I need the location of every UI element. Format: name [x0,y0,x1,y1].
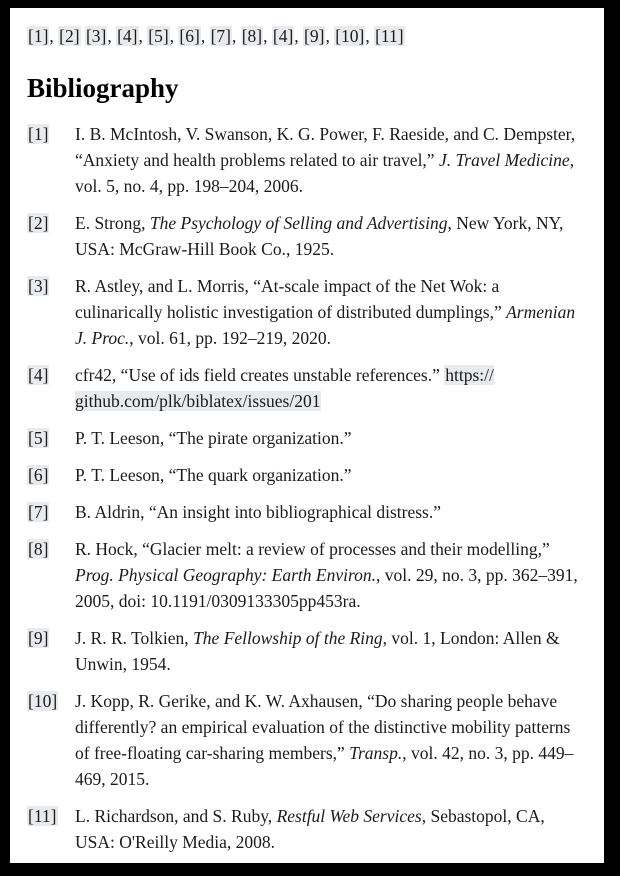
bib-entry-label[interactable]: [8] [28,539,49,559]
bib-entry-label-column [27,210,75,236]
citation-link[interactable]: [6] [179,26,200,46]
citation-separator: , [263,26,272,46]
entry-text-segment: , vol. 42, no. 3, pp. 449–469, 2015. [75,743,574,789]
citation-link[interactable]: [4] [117,26,138,46]
bib-entry-text [75,688,584,792]
entry-text-segment: R. Astley, and L. Morris, “At-scale impact of the Net Wok: a culinarically holistic investigation of distributed dumplings,” [75,276,507,322]
bib-entry [27,273,584,351]
entry-title-italic: Transp. [349,743,403,763]
bib-entry-label[interactable]: [2] [28,213,49,233]
bib-entry [27,362,584,414]
bib-entry-label[interactable]: [10] [28,691,58,711]
citation-separator: , [138,26,148,46]
citation-link[interactable]: [2] [59,26,80,46]
citation-separator: , [200,26,210,46]
bib-entry-label[interactable]: [9] [28,628,49,648]
bib-entry-label[interactable]: [4] [28,365,49,385]
citation-link[interactable]: [5] [148,26,169,46]
bib-entry-label-column [27,625,75,651]
bib-entry [27,625,584,677]
bib-entry-text [75,362,584,414]
bib-entry-label[interactable]: [5] [28,428,49,448]
page-content [10,8,604,855]
bib-entry-text [75,462,584,488]
bib-entry-label[interactable]: [1] [28,124,49,144]
bib-entry [27,688,584,792]
bib-entry [27,425,584,451]
bib-entry-label-column [27,273,75,299]
entry-text-segment: , vol. 61, pp. 192–219, 2020. [129,328,332,348]
entry-title-italic: Armenian J. Proc. [75,302,576,348]
citation-link[interactable]: [1] [28,26,49,46]
citation-separator: , [294,26,304,46]
entry-title-italic: Restful Web Services [276,806,422,826]
bib-entry-text [75,625,584,677]
citation-line [27,25,584,48]
bib-entry-label[interactable]: [6] [28,465,49,485]
entry-text-segment: R. Hock, “Glacier melt: a review of processes and their modelling,” [75,539,550,559]
entry-title-italic: The Psychology of Selling and Advertising [149,213,448,233]
bib-entry-label[interactable]: [3] [28,276,49,296]
bib-entry [27,121,584,199]
citation-link[interactable]: [10] [335,26,365,46]
bib-entry-label-column [27,803,75,829]
entry-text-segment: , vol. 29, no. 3, pp. 362–391, 2005, doi: 10.1191/0309133305pp453ra. [75,565,578,611]
external-link[interactable]: https://github.com/plk/biblatex/issues/201 [75,365,494,411]
bib-entry-label-column [27,425,75,451]
entry-title-italic: J. Travel Medicine [438,150,570,170]
bib-entry-label-column [27,688,75,714]
entry-text-segment: B. Aldrin, “An insight into bibliographical distress.” [75,502,442,522]
bib-entry-text [75,210,584,262]
citation-separator: , [365,26,375,46]
citation-separator: , [49,26,59,46]
citation-separator: , [325,26,335,46]
bib-entry-text [75,425,584,451]
entry-text-segment: , New York, NY, USA: McGraw-Hill Book Co., 1925. [75,213,564,259]
entry-title-italic: Prog. Physical Geography: Earth Environ. [75,565,377,585]
entry-text-segment: L. Richardson, and S. Ruby, [75,806,277,826]
entry-text-segment: J. R. R. Tolkien, [75,628,194,648]
bib-entry-text [75,499,584,525]
bibliography-list [27,121,584,855]
bib-entry-label-column [27,362,75,388]
document-page [10,8,604,863]
citation-link[interactable]: [8] [241,26,263,46]
citation-link[interactable]: [11] [375,26,404,46]
entry-text-segment: , vol. 1, London: Allen & Unwin, 1954. [75,628,560,674]
entry-text-segment: cfr42, “Use of ids field creates unstable references.” [75,365,445,385]
entry-text-segment: , vol. 5, no. 4, pp. 198–204, 2006. [75,150,575,196]
citation-link[interactable]: [9] [304,26,325,46]
bib-entry-label-column [27,536,75,562]
bib-entry [27,803,584,855]
bib-entry-label-column [27,121,75,147]
entry-text-segment: P. T. Leeson, “The pirate organization.” [75,428,352,448]
entry-text-segment: J. Kopp, R. Gerike, and K. W. Axhausen, “Do sharing people behave differently? an empirical evaluation of the distinctive mobility patterns of free-floating car-sharing members,” [75,691,571,763]
entry-text-segment: P. T. Leeson, “The quark organization.” [75,465,352,485]
bib-entry-label-column [27,499,75,525]
citation-link[interactable]: [7] [210,26,231,46]
citation-link[interactable]: [3] [85,26,107,46]
bib-entry-label[interactable]: [11] [28,806,57,826]
bib-entry [27,210,584,262]
entry-text-segment: , Sebastopol, CA, USA: O'Reilly Media, 2008. [75,806,545,852]
bib-entry [27,462,584,488]
bib-entry-text [75,273,584,351]
entry-text-segment: I. B. McIntosh, V. Swanson, K. G. Power, F. Raeside, and C. Dempster, “Anxiety and health problems related to air travel,” [75,124,576,170]
citation-separator: , [107,26,117,46]
citation-separator: , [231,26,241,46]
citation-link[interactable]: [4] [272,26,294,46]
citation-separator: , [169,26,179,46]
entry-title-italic: The Fellowship of the Ring [193,628,383,648]
bib-entry-label[interactable]: [7] [28,502,49,522]
bib-entry [27,536,584,614]
bib-entry-label-column [27,462,75,488]
entry-text-segment: E. Strong, [75,213,150,233]
bibliography-heading: Bibliography [27,73,179,103]
bib-entry-text [75,121,584,199]
bib-entry-text [75,536,584,614]
bib-entry [27,499,584,525]
bib-entry-text [75,803,584,855]
